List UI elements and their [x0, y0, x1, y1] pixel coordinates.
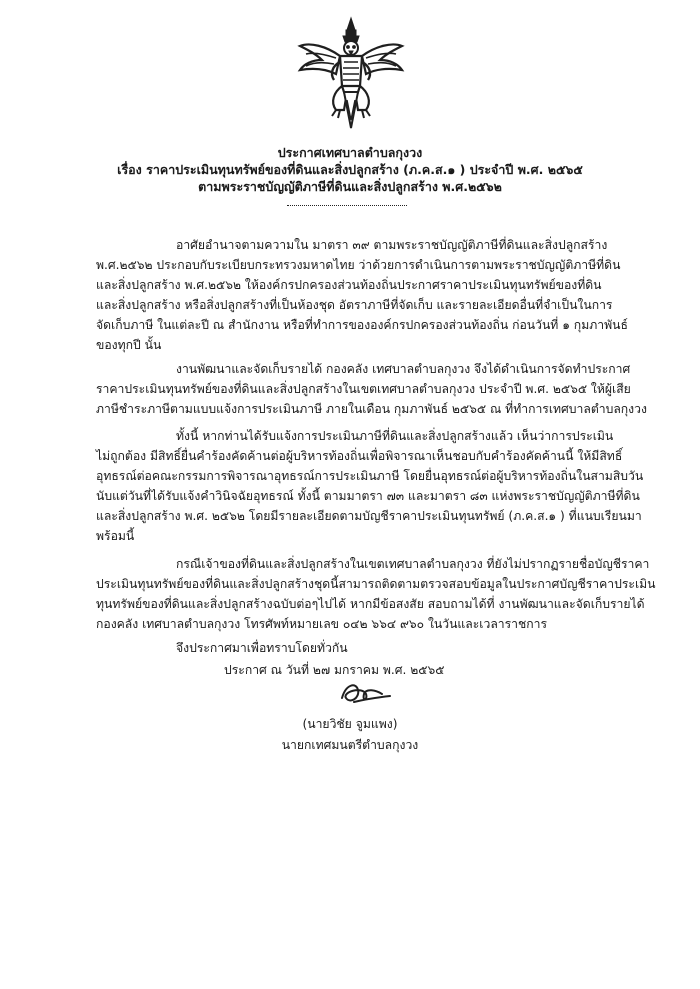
paragraph-line: จัดเก็บภาษี ในแต่ละปี ณ สำนักงาน หรือที่ทำการขององค์กรปกครองส่วนท้องถิ่น ก่อนวันที่ ๑ กุมภาพันธ์ [96, 318, 628, 332]
announcement-heading: ประกาศเทศบาลตำบลกุงวง [277, 145, 423, 160]
title-divider [287, 205, 407, 206]
paragraph-line: พ.ศ.๒๕๖๒ ประกอบกับระเบียบกระทรวงมหาดไทย ว่าด้วยการดำเนินการตามพระราชบัญญัติภาษีที่ดิน [96, 258, 621, 272]
paragraph-line: และสิ่งปลูกสร้าง พ.ศ.๒๕๖๒ ให้องค์กรปกครองส่วนท้องถิ่นประกาศราคาประเมินทุนทรัพย์ของที่ดิน [96, 278, 602, 292]
paragraph-line: ทั้งนี้ หากท่านได้รับแจ้งการประเมินภาษีที่ดินและสิ่งปลูกสร้างแล้ว เห็นว่าการประเมิน [176, 429, 614, 443]
announcement-date: ประกาศ ณ วันที่ ๒๗ มกราคม พ.ศ. ๒๕๖๕ [224, 663, 445, 677]
paragraph-line: ของทุกปี นั้น [96, 338, 162, 352]
paragraph-line: ไม่ถูกต้อง มีสิทธิ์ยื่นคำร้องคัดค้านต่อผู้บริหารท้องถิ่นเพื่อพิจารณาเห็นชอบกับคำร้องคัดค้านนี้ ให้มีสิทธิ์ [96, 449, 623, 463]
signer-position: นายกเทศมนตรีตำบลกุงวง [281, 738, 419, 752]
handwritten-signature-icon [332, 676, 402, 710]
garuda-emblem-icon [296, 16, 406, 134]
paragraph-line: ราคาประเมินทุนทรัพย์ของที่ดินและสิ่งปลูกสร้างในเขตเทศบาลตำบลกุงวง ประจำปี พ.ศ. ๒๕๖๕ ให้ผู้เสีย [96, 382, 631, 396]
announcement-subject: เรื่อง ราคาประเมินทุนทรัพย์ของที่ดินและสิ่งปลูกสร้าง (ภ.ค.ส.๑ ) ประจำปี พ.ศ. ๒๕๖๕ [117, 162, 583, 177]
paragraph-line: และสิ่งปลูกสร้าง หรือสิ่งปลูกสร้างที่เป็นห้องชุด อัตราภาษีที่จัดเก็บ และรายละเอียดอื่นที่จำเป็นในการ [96, 298, 613, 312]
paragraph-line: นับแต่วันที่ได้รับแจ้งคำวินิจฉัยอุทธรณ์ ทั้งนี้ ตามมาตรา ๗๓ และมาตรา ๘๓ แห่งพระราชบัญญัติภาษีที่ดิน [96, 489, 640, 503]
announcement-act: ตามพระราชบัญญัติภาษีที่ดินและสิ่งปลูกสร้าง พ.ศ.๒๕๖๒ [198, 179, 502, 194]
paragraph-line: กองคลัง เทศบาลตำบลกุงวง โทรศัพท์หมายเลข ๐๔๒ ๖๖๔ ๙๖๐ ในวันและเวลาราชการ [96, 617, 548, 631]
paragraph-line: กรณีเจ้าของที่ดินและสิ่งปลูกสร้างในเขตเทศบาลตำบลกุงวง ที่ยังไม่ปรากฏรายชื่อบัญชีราคา [176, 557, 650, 571]
paragraph-line: อาศัยอำนาจตามความใน มาตรา ๓๙ ตามพระราชบัญญัติภาษีที่ดินและสิ่งปลูกสร้าง [176, 238, 608, 252]
paragraph-line: และสิ่งปลูกสร้าง พ.ศ. ๒๕๖๒ โดยมีรายละเอียดตามบัญชีราคาประเมินทุนทรัพย์ (ภ.ค.ส.๑ ) ที่แนบเรียนมา [96, 509, 642, 523]
paragraph-line: พร้อมนี้ [96, 529, 135, 543]
paragraph-line: อุทธรณ์ต่อคณะกรรมการพิจารณาอุทธรณ์การประเมินภาษี โดยยื่นอุทธรณ์ต่อผู้บริหารท้องถิ่นในสามสิบวัน [96, 469, 644, 483]
closing-line: จึงประกาศมาเพื่อทราบโดยทั่วกัน [176, 641, 348, 655]
signer-name: (นายวิชัย จูมแพง) [302, 717, 398, 731]
paragraph-line: ทุนทรัพย์ของที่ดินและสิ่งปลูกสร้างฉบับต่อๆไปได้ หากมีข้อสงสัย สอบถามได้ที่ งานพัฒนาและจัดเก็บรายได้ [96, 597, 645, 611]
paragraph-line: ประเมินทุนทรัพย์ของที่ดินและสิ่งปลูกสร้างชุดนี้สามารถติดตามตรวจสอบข้อมูลในประกาศบัญชีราคาประเมิน [96, 577, 656, 591]
paragraph-line: งานพัฒนาและจัดเก็บรายได้ กองคลัง เทศบาลตำบลกุงวง จึงได้ดำเนินการจัดทำประกาศ [176, 362, 631, 376]
paragraph-line: ภาษีชำระภาษีตามแบบแจ้งการประเมินภาษี ภายในเดือน กุมภาพันธ์ ๒๕๖๕ ณ ที่ทำการเทศบาลตำบลกุงวง [96, 402, 647, 416]
